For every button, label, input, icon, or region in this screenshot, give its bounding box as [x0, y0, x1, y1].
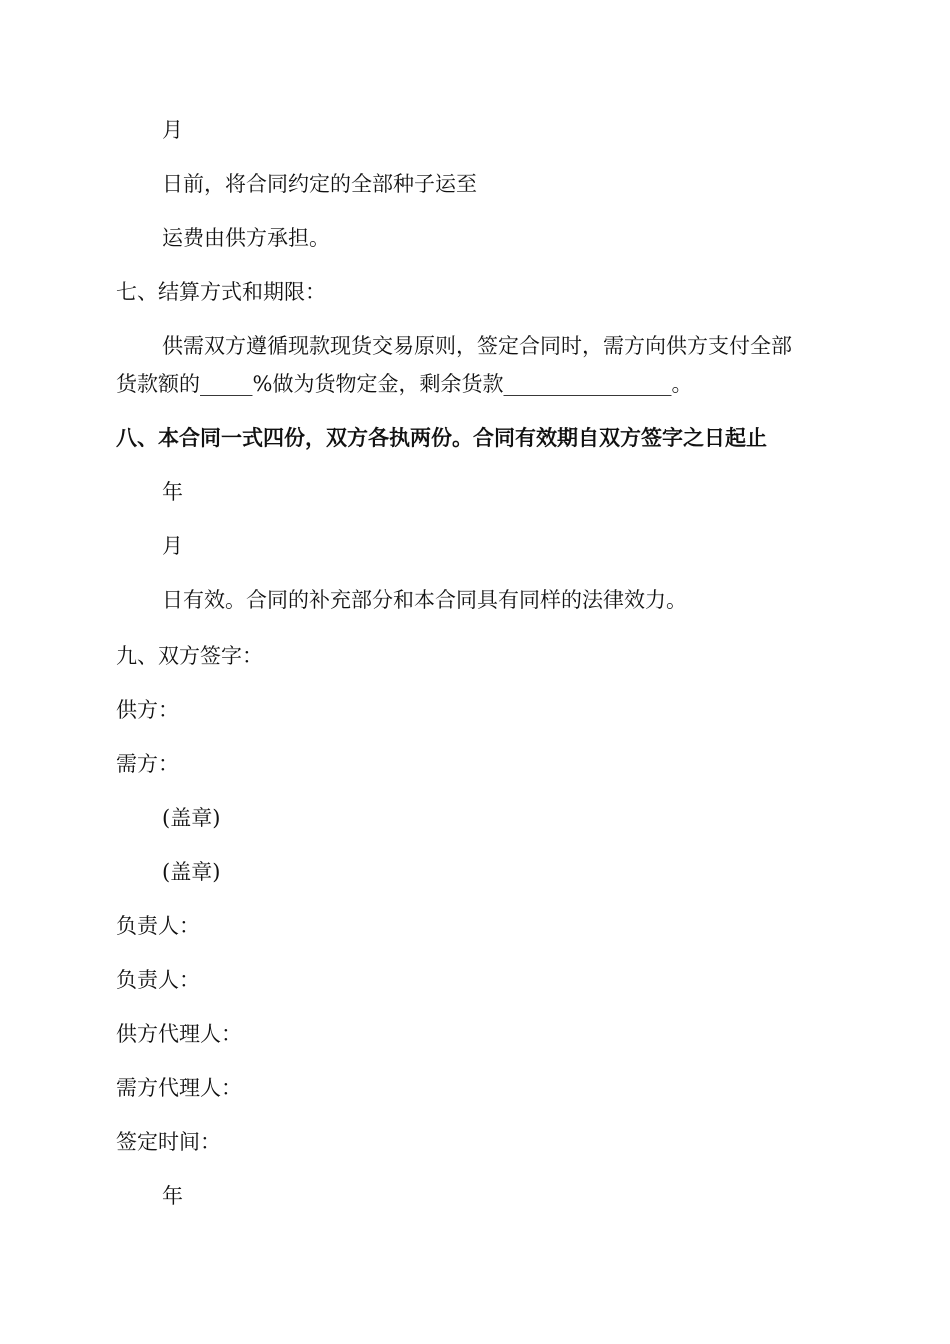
text-freight: 运费由供方承担。	[162, 226, 330, 250]
text-effective: 日有效。合同的补充部分和本合同具有同样的法律效力。	[162, 588, 687, 612]
text-year: 年	[162, 480, 183, 504]
responsible-person-1: 负责人：	[116, 914, 200, 938]
responsible-person-2: 负责人：	[116, 968, 200, 992]
section-7-paragraph-line1: 供需双方遵循现款现货交易原则，签定合同时，需方向供方支付全部	[162, 334, 792, 358]
text-month-2: 月	[162, 534, 183, 558]
section-7-heading: 七、结算方式和期限：	[116, 280, 326, 304]
section-8-heading: 八、本合同一式四份，双方各执两份。合同有效期自双方签字之日起止	[116, 425, 767, 450]
supplier-label: 供方：	[116, 698, 179, 722]
supplier-agent-label: 供方代理人：	[116, 1022, 242, 1046]
section-7-paragraph-line2: 货款额的_____%做为货物定金，剩余货款________________。	[116, 372, 693, 396]
sign-time-label: 签定时间：	[116, 1130, 221, 1154]
text-year-end: 年	[162, 1184, 183, 1208]
text-delivery-date: 日前，将合同约定的全部种子运至	[162, 172, 477, 196]
seal-label-2: (盖章)	[162, 860, 221, 884]
seal-label-1: (盖章)	[162, 806, 221, 830]
section-9-heading: 九、双方签字：	[116, 644, 263, 668]
buyer-agent-label: 需方代理人：	[116, 1076, 242, 1100]
buyer-label: 需方：	[116, 752, 179, 776]
text-month: 月	[162, 118, 183, 142]
